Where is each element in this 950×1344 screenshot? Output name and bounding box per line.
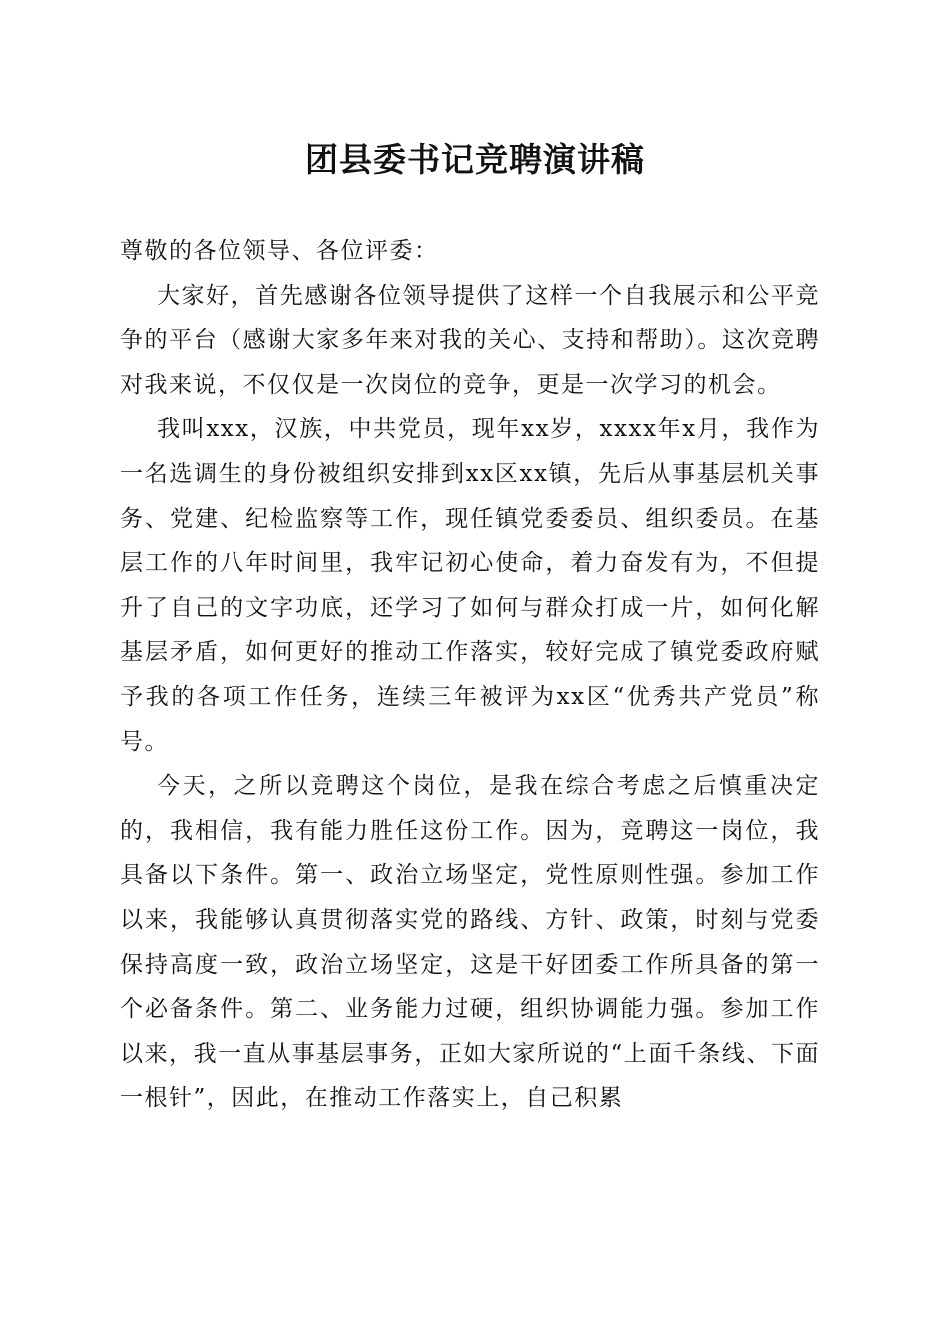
document-body	[120, 229, 820, 1121]
salutation: 尊敬的各位领导、各位评委：	[120, 238, 439, 264]
document-title: 团县委书记竞聘演讲稿	[305, 140, 645, 179]
paragraph-background: 我叫xxx，汉族，中共党员，现年xx岁，xxxx年x月，我作为一名选调生的身份被组织安排到xx区xx镇，先后从事基层机关事务、党建、纪检监察等工作，现任镇党委委员、组织委员。在基层工作的八年时间里，我牢记初心使命，着力奋发有为，不但提升了自己的文字功底，还学习了如何与群众打成一片，如何化解基层矛盾，如何更好的推动工作落实，较好完成了镇党委政府赋予我的各项工作任务，连续三年被评为xx区“优秀共产党员”称号。	[120, 416, 820, 755]
paragraph-qualifications: 今天，之所以竞聘这个岗位，是我在综合考虑之后慎重决定的，我相信，我有能力胜任这份工作。因为，竞聘这一岗位，我具备以下条件。第一、政治立场坚定，党性原则性强。参加工作以来，我能够认真贯彻落实党的路线、方针、政策，时刻与党委保持高度一致，政治立场坚定，这是干好团委工作所具备的第一个必备条件。第二、业务能力过硬，组织协调能力强。参加工作以来，我一直从事基层事务，正如大家所说的“上面千条线、下面一根针”，因此，在推动工作落实上，自己积累	[120, 773, 820, 1112]
paragraph-intro: 大家好，首先感谢各位领导提供了这样一个自我展示和公平竞争的平台（感谢大家多年来对我的关心、支持和帮助）。这次竞聘对我来说，不仅仅是一次岗位的竞争，更是一次学习的机会。	[120, 282, 820, 398]
